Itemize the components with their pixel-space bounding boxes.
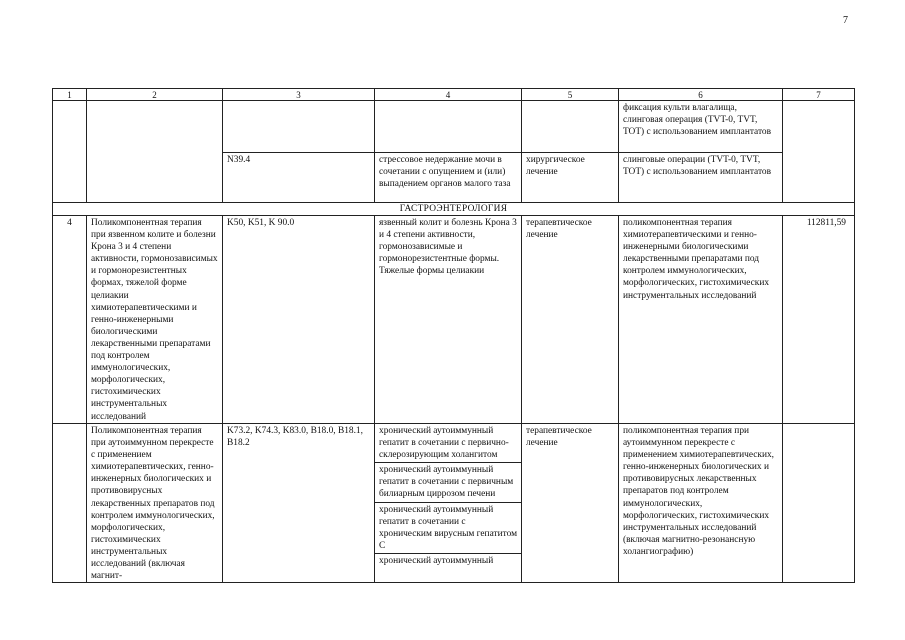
treatment-type-cell: терапевтическое лечение — [522, 216, 619, 424]
cell-empty — [53, 101, 87, 203]
header-cell: 4 — [375, 89, 522, 101]
group-number-cell: 4 — [53, 216, 87, 424]
section-title: ГАСТРОЭНТЕРОЛОГИЯ — [53, 203, 855, 216]
treatment-method-cell: поликомпонентная терапия при аутоиммунном перекресте с применением химиотерапевтических, генно-инженерных биологических и противовирусных лекарственных препаратов под контролем иммунологических, морфологических, гистохимических инструментальных исследований (включая магнитно-резонансную холангиографию) — [619, 424, 783, 583]
header-cell: 1 — [53, 89, 87, 101]
table-row — [53, 216, 855, 424]
care-type-cell: Поликомпонентная терапия при язвенном колите и болезни Крона 3 и 4 степени активности, гормонозависимых и гормонорезистентных формах, тяжелой форме целиакии химиотерапевтическими и генно-инженерными биологическими лекарственными препаратами под контролем иммунологических, морфологических, гистохимических инструментальных исследований — [87, 216, 223, 424]
icd-codes-cell: K73.2, K74.3, K83.0, B18.0, B18.1, B18.2 — [223, 424, 375, 583]
cell-empty — [783, 101, 855, 203]
header-cell: 6 — [619, 89, 783, 101]
treatment-type-cell: терапевтическое лечение — [522, 424, 619, 583]
diagnosis-sub-cell: хронический аутоиммунный гепатит в сочетании с первичным билиарным циррозом печени — [375, 463, 521, 502]
diagnosis-cell: язвенный колит и болезнь Крона 3 и 4 степени активности, гормонозависимые и гормонорезистентные формы. Тяжелые формы целиакии — [375, 216, 522, 424]
cell-empty — [87, 101, 223, 203]
page-number: 7 — [843, 15, 848, 26]
cell-empty — [223, 101, 375, 153]
treatment-method-cell: слинговые операции (TVT-0, TVT, TOT) с использованием имплантатов — [619, 153, 783, 203]
header-cell: 2 — [87, 89, 223, 101]
cell-empty — [783, 424, 855, 583]
diagnosis-sub-cell: хронический аутоиммунный — [379, 555, 494, 566]
treatment-method-cell: фиксация культи влагалища, слинговая операция (TVT-0, TVT, TOT) с использованием имплантатов — [619, 101, 783, 153]
icd-codes-cell: K50, K51, K 90.0 — [223, 216, 375, 424]
cell-empty — [53, 424, 87, 583]
section-row — [53, 203, 855, 216]
cell-empty — [522, 101, 619, 153]
table-row — [53, 101, 855, 153]
diagnosis-sub-cell: хронический аутоиммунный гепатит в сочетании с хроническим вирусным гепатитом С — [375, 503, 521, 554]
care-type-cell: Поликомпонентная терапия при аутоиммунном перекресте с применением химиотерапевтических, генно-инженерных биологических и противовирусных лекарственных препаратов под контролем иммунологических, морфологических, гистохимических инструментальных исследований (включая магнит- — [87, 424, 223, 583]
treatment-type-cell: хирургическое лечение — [522, 153, 619, 203]
header-cell: 7 — [783, 89, 855, 101]
cell-empty — [375, 101, 522, 153]
diagnosis-stack-cell — [375, 424, 522, 583]
treatment-method-cell: поликомпонентная терапия химиотерапевтическими и генно-инженерными биологическими лекарственными препаратами под контролем иммунологических, морфологических, гистохимических инструментальных исследований — [619, 216, 783, 424]
icd-codes-cell: N39.4 — [223, 153, 375, 203]
header-cell: 5 — [522, 89, 619, 101]
diagnosis-sub-cell: хронический аутоиммунный гепатит в сочетании с первично-склерозирующим холангитом — [375, 424, 521, 463]
header-row — [53, 89, 855, 101]
medical-care-table — [52, 88, 855, 583]
diagnosis-cell: стрессовое недержание мочи в сочетании с опущением и (или) выпадением органов малого таза — [375, 153, 522, 203]
table-row — [53, 424, 855, 583]
cost-cell: 112811,59 — [783, 216, 855, 424]
header-cell: 3 — [223, 89, 375, 101]
